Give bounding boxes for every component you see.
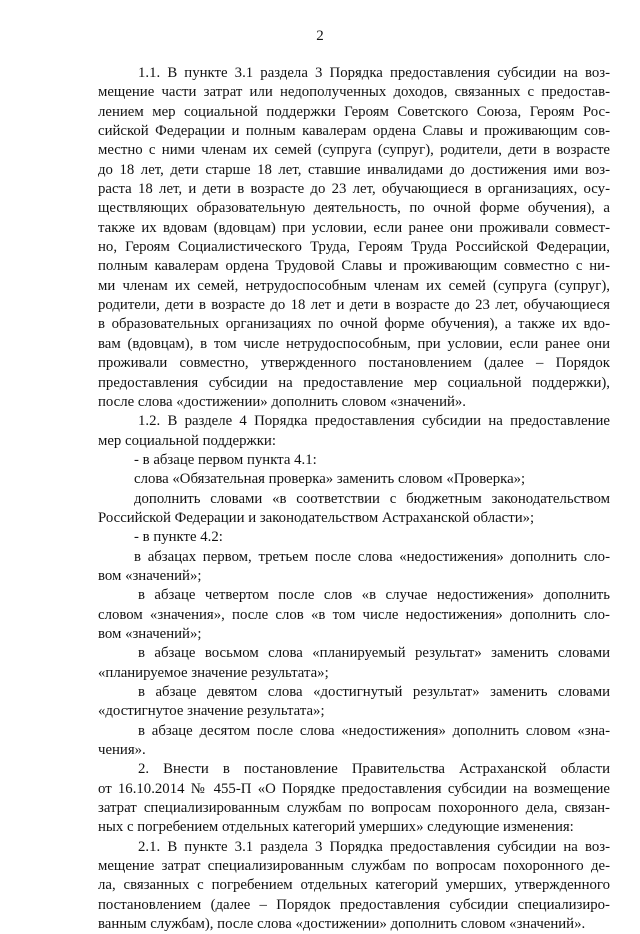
text-line: местно с ними членам их семей (супруга (супруг), родители, дети в возрасте bbox=[98, 142, 610, 159]
text-line: слова «Обязательная проверка» заменить словом «Проверка»; bbox=[134, 471, 526, 488]
text-line: предоставления субсидии на предоставление мер социальной поддержки), bbox=[98, 374, 610, 391]
text-line: родители, дети в возрасте до 18 лет и дети в возрасте до 23 лет, обучающиеся bbox=[98, 297, 610, 314]
text-line: от 16.10.2014 № 455-П «О Порядке предоставления субсидии на возмещение bbox=[98, 780, 610, 797]
text-line: ла, связанных с погребением отдельных категорий умерших, утвержденного bbox=[98, 877, 610, 894]
text-line: 1.2. В разделе 4 Порядка предоставления субсидии на предоставление bbox=[138, 413, 610, 430]
text-line: в абзацах первом, третьем после слова «недостижения» дополнить сло- bbox=[134, 548, 610, 565]
text-line: до 18 лет, дети старше 18 лет, ставшие инвалидами до достижения ими воз- bbox=[98, 161, 610, 178]
text-line: вом «значений»; bbox=[98, 625, 202, 642]
text-line: вом «значений»; bbox=[98, 567, 202, 584]
text-line: затрат специализированным службам по вопросам похоронного дела, связан- bbox=[98, 800, 610, 817]
text-line: ванным службам), после слова «достижении» дополнить словом «значений». bbox=[98, 916, 586, 933]
document-body bbox=[98, 64, 610, 934]
text-line: раста 18 лет, и дети в возрасте до 23 лет, обучающиеся в организациях, осу- bbox=[98, 181, 610, 198]
text-line: в абзаце четвертом после слов «в случае недостижения» дополнить bbox=[138, 587, 610, 604]
text-line: ществляющих образовательную деятельность, по очной форме обучения), а bbox=[98, 200, 610, 217]
text-line: 2.1. В пункте 3.1 раздела 3 Порядка предоставления субсидии на воз- bbox=[138, 838, 610, 855]
text-line: - в пункте 4.2: bbox=[134, 529, 223, 546]
text-line: мещение части затрат или недополученных доходов, связанных с предостав- bbox=[98, 84, 610, 101]
text-line: также их вдовам (вдовцам) при условии, если ранее они проживали совмест- bbox=[98, 219, 610, 236]
text-line: в абзаце десятом после слова «недостижения» дополнить словом «зна- bbox=[138, 722, 610, 739]
text-line: чения». bbox=[98, 742, 146, 759]
text-line: дополнить словами «в соответствии с бюджетным законодательством bbox=[134, 490, 610, 507]
text-line: лением мер социальной поддержки Героям Советского Союза, Героям Рос- bbox=[98, 103, 610, 120]
text-line: мещение затрат специализированным службам по вопросам похоронного де- bbox=[98, 858, 610, 875]
text-line: словом «значения», после слов «в том числе недостижения» дополнить сло- bbox=[98, 606, 610, 623]
text-line: «планируемое значение результата»; bbox=[98, 664, 329, 681]
text-line: ных с погребением отдельных категорий умерших» следующие изменения: bbox=[98, 819, 574, 836]
text-line: в абзаце девятом слова «достигнутый результат» заменить словами bbox=[138, 684, 610, 700]
text-line: проживали совместно, утвержденного постановлением (далее – Порядок bbox=[98, 355, 610, 372]
text-line: в абзаце восьмом слова «планируемый результат» заменить словами bbox=[138, 645, 610, 662]
text-line: вам (вдовцам), в том числе нетрудоспособным, при условии, если ранее они bbox=[98, 335, 610, 352]
text-line: 2. Внести в постановление Правительства Астраханской области bbox=[138, 761, 610, 778]
text-line: после слова «достижении» дополнить словом «значений». bbox=[98, 393, 467, 410]
text-line: в образовательных организациях по очной форме обучения), а также их вдо- bbox=[98, 316, 610, 333]
page-number: 2 bbox=[316, 28, 324, 44]
text-line: постановлением (далее – Порядок предоставления субсидии специализиро- bbox=[98, 896, 610, 913]
text-line: но, Героям Социалистического Труда, Героям Труда Российской Федерации, bbox=[98, 239, 610, 256]
text-line: сийской Федерации и полным кавалерам ордена Славы и проживающим сов- bbox=[98, 123, 610, 140]
text-line: «достигнутое значение результата»; bbox=[98, 703, 325, 720]
text-line: Российской Федерации и законодательством Астраханской области»; bbox=[98, 509, 535, 526]
text-line: мер социальной поддержки: bbox=[98, 432, 276, 449]
text-line: 1.1. В пункте 3.1 раздела 3 Порядка предоставления субсидии на воз- bbox=[138, 65, 610, 81]
text-line: полным кавалерам ордена Трудовой Славы и проживающим совместно с ни- bbox=[98, 258, 610, 275]
text-line: ми членам их семей, нетрудоспособным членам их семей (супруга (супруг), bbox=[98, 277, 610, 294]
text-line: - в абзаце первом пункта 4.1: bbox=[134, 451, 317, 468]
